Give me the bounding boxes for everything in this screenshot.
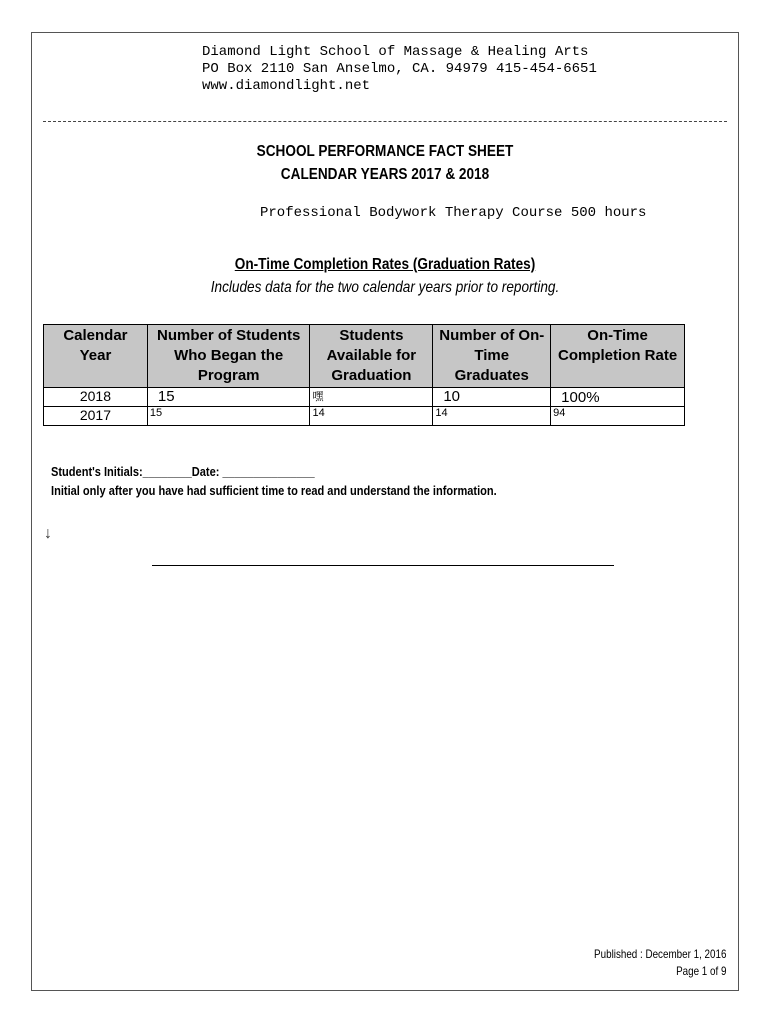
school-website: www.diamondlight.net [202,78,371,94]
signature-line [152,565,614,566]
school-address: PO Box 2110 San Anselmo, CA. 94979 415-454-6651 [202,61,597,77]
acknowledgement-instruction: Initial only after you have had sufficient time to read and understand the information. [51,483,497,498]
header-completion-rate: On-Time Completion Rate [551,325,685,388]
header-students-available: Students Available for Graduation [310,325,433,388]
table-cell: 嘿 [310,388,433,407]
published-date: Published : December 1, 2016 [593,947,726,961]
table-cell: 94 [551,407,685,426]
page-number: Page 1 of 9 [675,964,726,978]
completion-rates-table [43,324,685,426]
course-name: Professional Bodywork Therapy Course 500 hours [260,205,647,221]
table-cell: 15 [147,407,310,426]
table-cell: 100% [551,388,685,407]
table-cell: 15 [147,388,310,407]
document-page [31,32,739,991]
table-row [44,407,685,426]
table-row [44,388,685,407]
section-heading: On-Time Completion Rates (Graduation Rates) [234,256,536,273]
page-title: SCHOOL PERFORMANCE FACT SHEET [256,143,514,160]
acknowledgement-block [51,462,497,500]
table-cell: 14 [433,407,551,426]
header-students-began: Number of Students Who Began the Program [147,325,310,388]
table-cell: 14 [310,407,433,426]
down-arrow-icon: ↓ [44,525,52,542]
dashed-divider [43,121,727,122]
initials-date-line: Student's Initials:________Date: _______________ [51,464,315,479]
table-header-row [44,325,685,388]
table-cell: 2017 [44,407,148,426]
table-cell: 2018 [44,388,148,407]
school-name: Diamond Light School of Massage & Healing Arts [202,44,589,60]
header-calendar-year: Calendar Year [44,325,148,388]
page-subtitle: CALENDAR YEARS 2017 & 2018 [280,166,490,183]
table-cell: 10 [433,388,551,407]
page-footer [594,946,726,980]
section-note: Includes data for the two calendar years prior to reporting. [210,279,560,296]
header-on-time-graduates: Number of On-Time Graduates [433,325,551,388]
school-header [202,44,597,95]
